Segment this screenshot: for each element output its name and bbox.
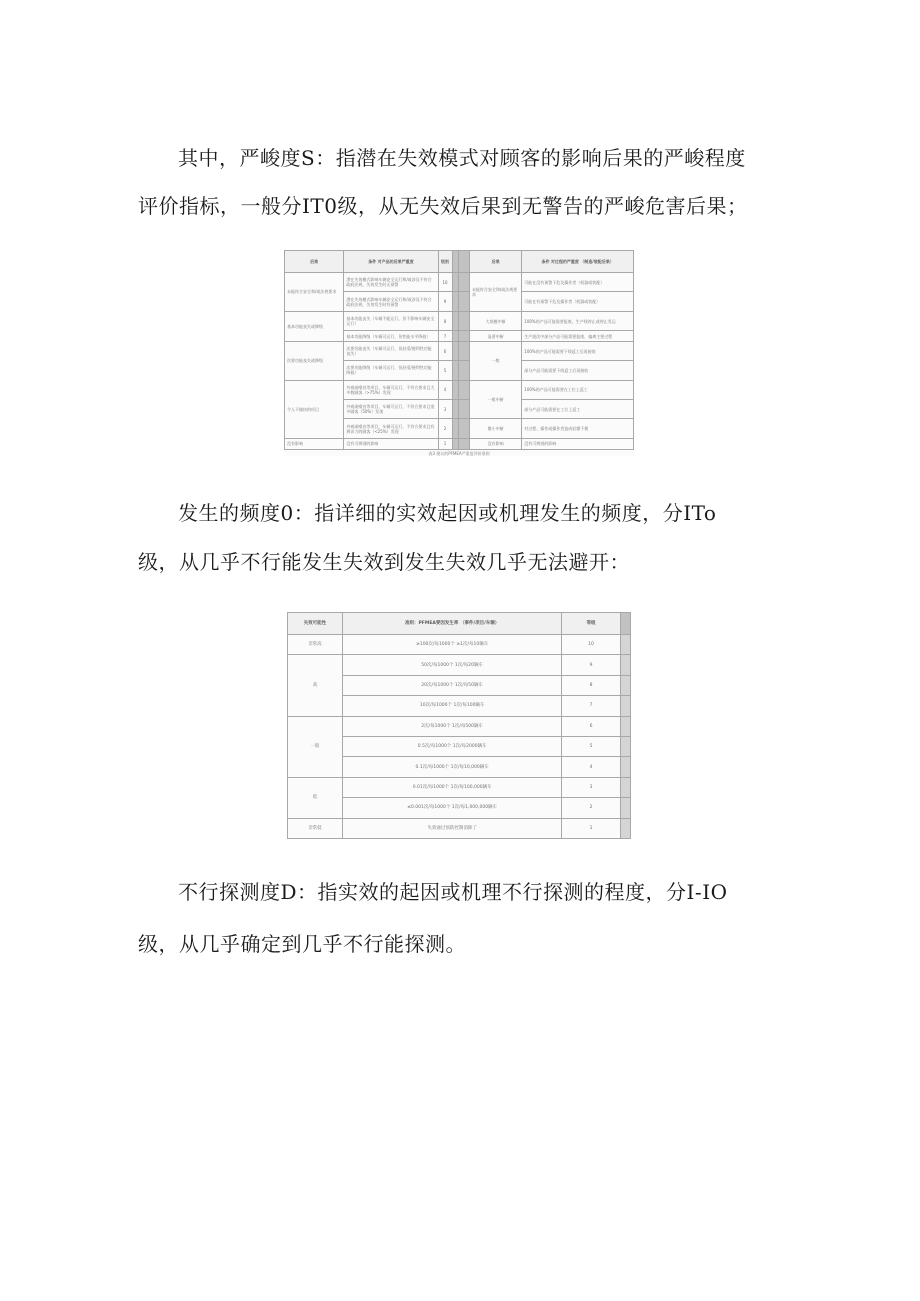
- t1-desc2-cell: 可能在有预警下危及操作者（机器或装配）: [522, 292, 634, 311]
- t1-header-rank: 级别: [438, 251, 452, 273]
- severity-criteria-table: [284, 250, 634, 456]
- t2-rank-cell: 7: [562, 696, 620, 716]
- t1-rank-cell: 9: [438, 292, 452, 311]
- severity-line-1: 其中，严峻度S：指潜在失效模式对顾客的影响后果的严峻程度: [178, 146, 746, 170]
- t1-effect-cell: 未能符合安全和/或法规要求: [285, 273, 344, 312]
- detection-line-1: 不行探测度D：指实效的起因或机理不行探测的程度，分I-IO: [178, 880, 728, 904]
- t2-criteria-cell: 0.5次/每1000个 1次/每2000辆车: [342, 736, 562, 756]
- t1-desc2-cell: 对过程、操作或操作者造成轻微不便: [522, 419, 634, 438]
- t2-rank-cell: 6: [562, 716, 620, 736]
- t1-desc-cell: 基本功能降级（车辆可运行，但性能水平降低）: [344, 331, 438, 342]
- t2-rank-cell: 1: [562, 818, 620, 838]
- t2-criteria-cell: ≥100次/每1000个 ≥1次/每10辆车: [342, 635, 562, 655]
- t2-criteria-cell: 0.01次/每1000个 1次/每100,000辆车: [342, 777, 562, 797]
- t1-effect2-cell: 一般: [469, 341, 521, 380]
- t2-rank-cell: 5: [562, 736, 620, 756]
- severity-table-caption: 表3 建议的PFMEA严重度评价准则: [428, 451, 490, 456]
- t2-criteria-cell: ≤0.001次/每1000个 1次/每1,000,000辆车: [342, 798, 562, 818]
- t2-rank-cell: 4: [562, 757, 620, 777]
- t1-rank-cell: 6: [438, 341, 452, 360]
- t2-scrollbar-edge: [620, 613, 630, 635]
- t1-effect2-cell: 大规模中断: [469, 311, 521, 330]
- t2-rank-cell: 9: [562, 655, 620, 675]
- t2-group-label: 低: [288, 777, 343, 818]
- t1-effect-cell: 没有影响: [285, 438, 344, 449]
- t2-criteria-cell: 失效通过预防控制消除了: [342, 818, 562, 838]
- t1-desc2-cell: 生产批次中部分产品可能需要报废，偏离主要过程: [522, 331, 634, 342]
- t1-desc-cell: 外观或噪音等项目，车辆可运行，不符合要求且有辨识力的顾客（<25%）发现: [344, 419, 438, 438]
- t1-divider: [452, 251, 459, 273]
- t1-header-product-criteria: 条件 对产品的后果严重度: [344, 251, 438, 273]
- t2-group-label: 高: [288, 655, 343, 716]
- t2-rank-cell: 10: [562, 635, 620, 655]
- t2-criteria-cell: 20次/每1000个 1次/每50辆车: [342, 675, 562, 695]
- t1-desc2-cell: 没有可辨别的影响: [522, 438, 634, 449]
- t1-divider-2: [459, 251, 469, 273]
- t1-desc-cell: 没有可辨别的影响: [344, 438, 438, 449]
- t2-rank-cell: 2: [562, 798, 620, 818]
- t2-group-label: 一般: [288, 716, 343, 777]
- severity-line-2: 评价指标，一般分IT0级，从无失效后果到无警告的严峻危害后果；: [138, 194, 748, 218]
- t1-desc-cell: 外观或噪音等项目，车辆可运行，不符合要求且大多数顾客（>75%）发现: [344, 380, 438, 399]
- t2-header-criteria: 准则：PFMEA要因发生率 （事件/项目/车辆）: [342, 613, 562, 635]
- occurrence-line-1: 发生的频度0：指详细的实效起因或机理发生的频度，分ITo: [178, 501, 717, 525]
- severity-criteria-table-image: [284, 250, 634, 456]
- t1-desc2-cell: 100%的产品可能需要下线返工后再接收: [522, 341, 634, 360]
- t1-effect-cell: 令人不愉快的项目: [285, 380, 344, 438]
- t2-group-label: 非常高: [288, 635, 343, 655]
- t1-effect2-cell: 显著中断: [469, 331, 521, 342]
- t1-desc-cell: 基本功能丧失（车辆不能运行，但不影响车辆安全运行）: [344, 311, 438, 330]
- t1-effect2-cell: 未能符合安全和/或法规要求: [469, 273, 521, 312]
- t2-criteria-cell: 50次/每1000个 1次/每20辆车: [342, 655, 562, 675]
- t1-desc2-cell: 部分产品可能需要下线返工后再接收: [522, 361, 634, 380]
- t1-rank-cell: 7: [438, 331, 452, 342]
- t1-effect2-cell: 一般中断: [469, 380, 521, 419]
- t1-header-process-criteria: 条件 对过程的严重度 （制造/装配后果）: [522, 251, 634, 273]
- t1-rank-cell: 2: [438, 419, 452, 438]
- t1-desc2-cell: 100%的产品可能需要在工位上返工: [522, 380, 634, 399]
- occurrence-line-2: 级，从几乎不行能发生失效到发生失效几乎无法避开：: [138, 550, 630, 574]
- t1-header-effect-2: 后果: [469, 251, 521, 273]
- t2-header-likelihood: 失效可能性: [288, 613, 343, 635]
- t2-header-rank: 等级: [562, 613, 620, 635]
- t1-rank-cell: 8: [438, 311, 452, 330]
- t1-desc-cell: 潜在失效模式影响车辆安全运行和/或涉及不符合政府法规，失效发生时无预警: [344, 273, 438, 292]
- t2-criteria-cell: 0.1次/每1000个 1次/每10,000辆车: [342, 757, 562, 777]
- t1-desc2-cell: 部分产品可能需要在工位上返工: [522, 400, 634, 419]
- t1-rank-cell: 5: [438, 361, 452, 380]
- detection-line-2: 级，从几乎确定到几乎不行能探测。: [138, 932, 466, 956]
- t1-desc-cell: 次要功能降级（车辆可运行，但舒适/便利性功能降低）: [344, 361, 438, 380]
- occurrence-criteria-table-image: [287, 612, 631, 839]
- t2-group-label: 非常低: [288, 818, 343, 838]
- t1-effect-cell: 次要功能丧失或降级: [285, 341, 344, 380]
- t1-desc-cell: 潜在失效模式影响车辆安全运行和/或涉及不符合政府法规，失效发生时有预警: [344, 292, 438, 311]
- t1-effect2-cell: 微小中断: [469, 419, 521, 438]
- t1-desc2-cell: 100%的产品可能需要报废，生产线停止或停止发运: [522, 311, 634, 330]
- t1-rank-cell: 1: [438, 438, 452, 449]
- t1-rank-cell: 3: [438, 400, 452, 419]
- occurrence-criteria-table: [287, 612, 631, 839]
- t1-rank-cell: 10: [438, 273, 452, 292]
- t1-effect-cell: 基本功能丧失或降级: [285, 311, 344, 341]
- t1-effect2-cell: 没有影响: [469, 438, 521, 449]
- t1-desc-cell: 次要功能丧失（车辆可运行，但舒适/便利性功能丧失）: [344, 341, 438, 360]
- t2-criteria-cell: 10次/每1000个 1次/每100辆车: [342, 696, 562, 716]
- t2-rank-cell: 8: [562, 675, 620, 695]
- t2-rank-cell: 3: [562, 777, 620, 797]
- t1-desc2-cell: 可能在没有预警下危及操作者（机器或装配）: [522, 273, 634, 292]
- t1-header-effect: 后果: [285, 251, 344, 273]
- t1-desc-cell: 外观或噪音等项目，车辆可运行，不符合要求且很多顾客（50%）发现: [344, 400, 438, 419]
- t1-rank-cell: 4: [438, 380, 452, 399]
- t2-criteria-cell: 2次/每1000个 1次/每500辆车: [342, 716, 562, 736]
